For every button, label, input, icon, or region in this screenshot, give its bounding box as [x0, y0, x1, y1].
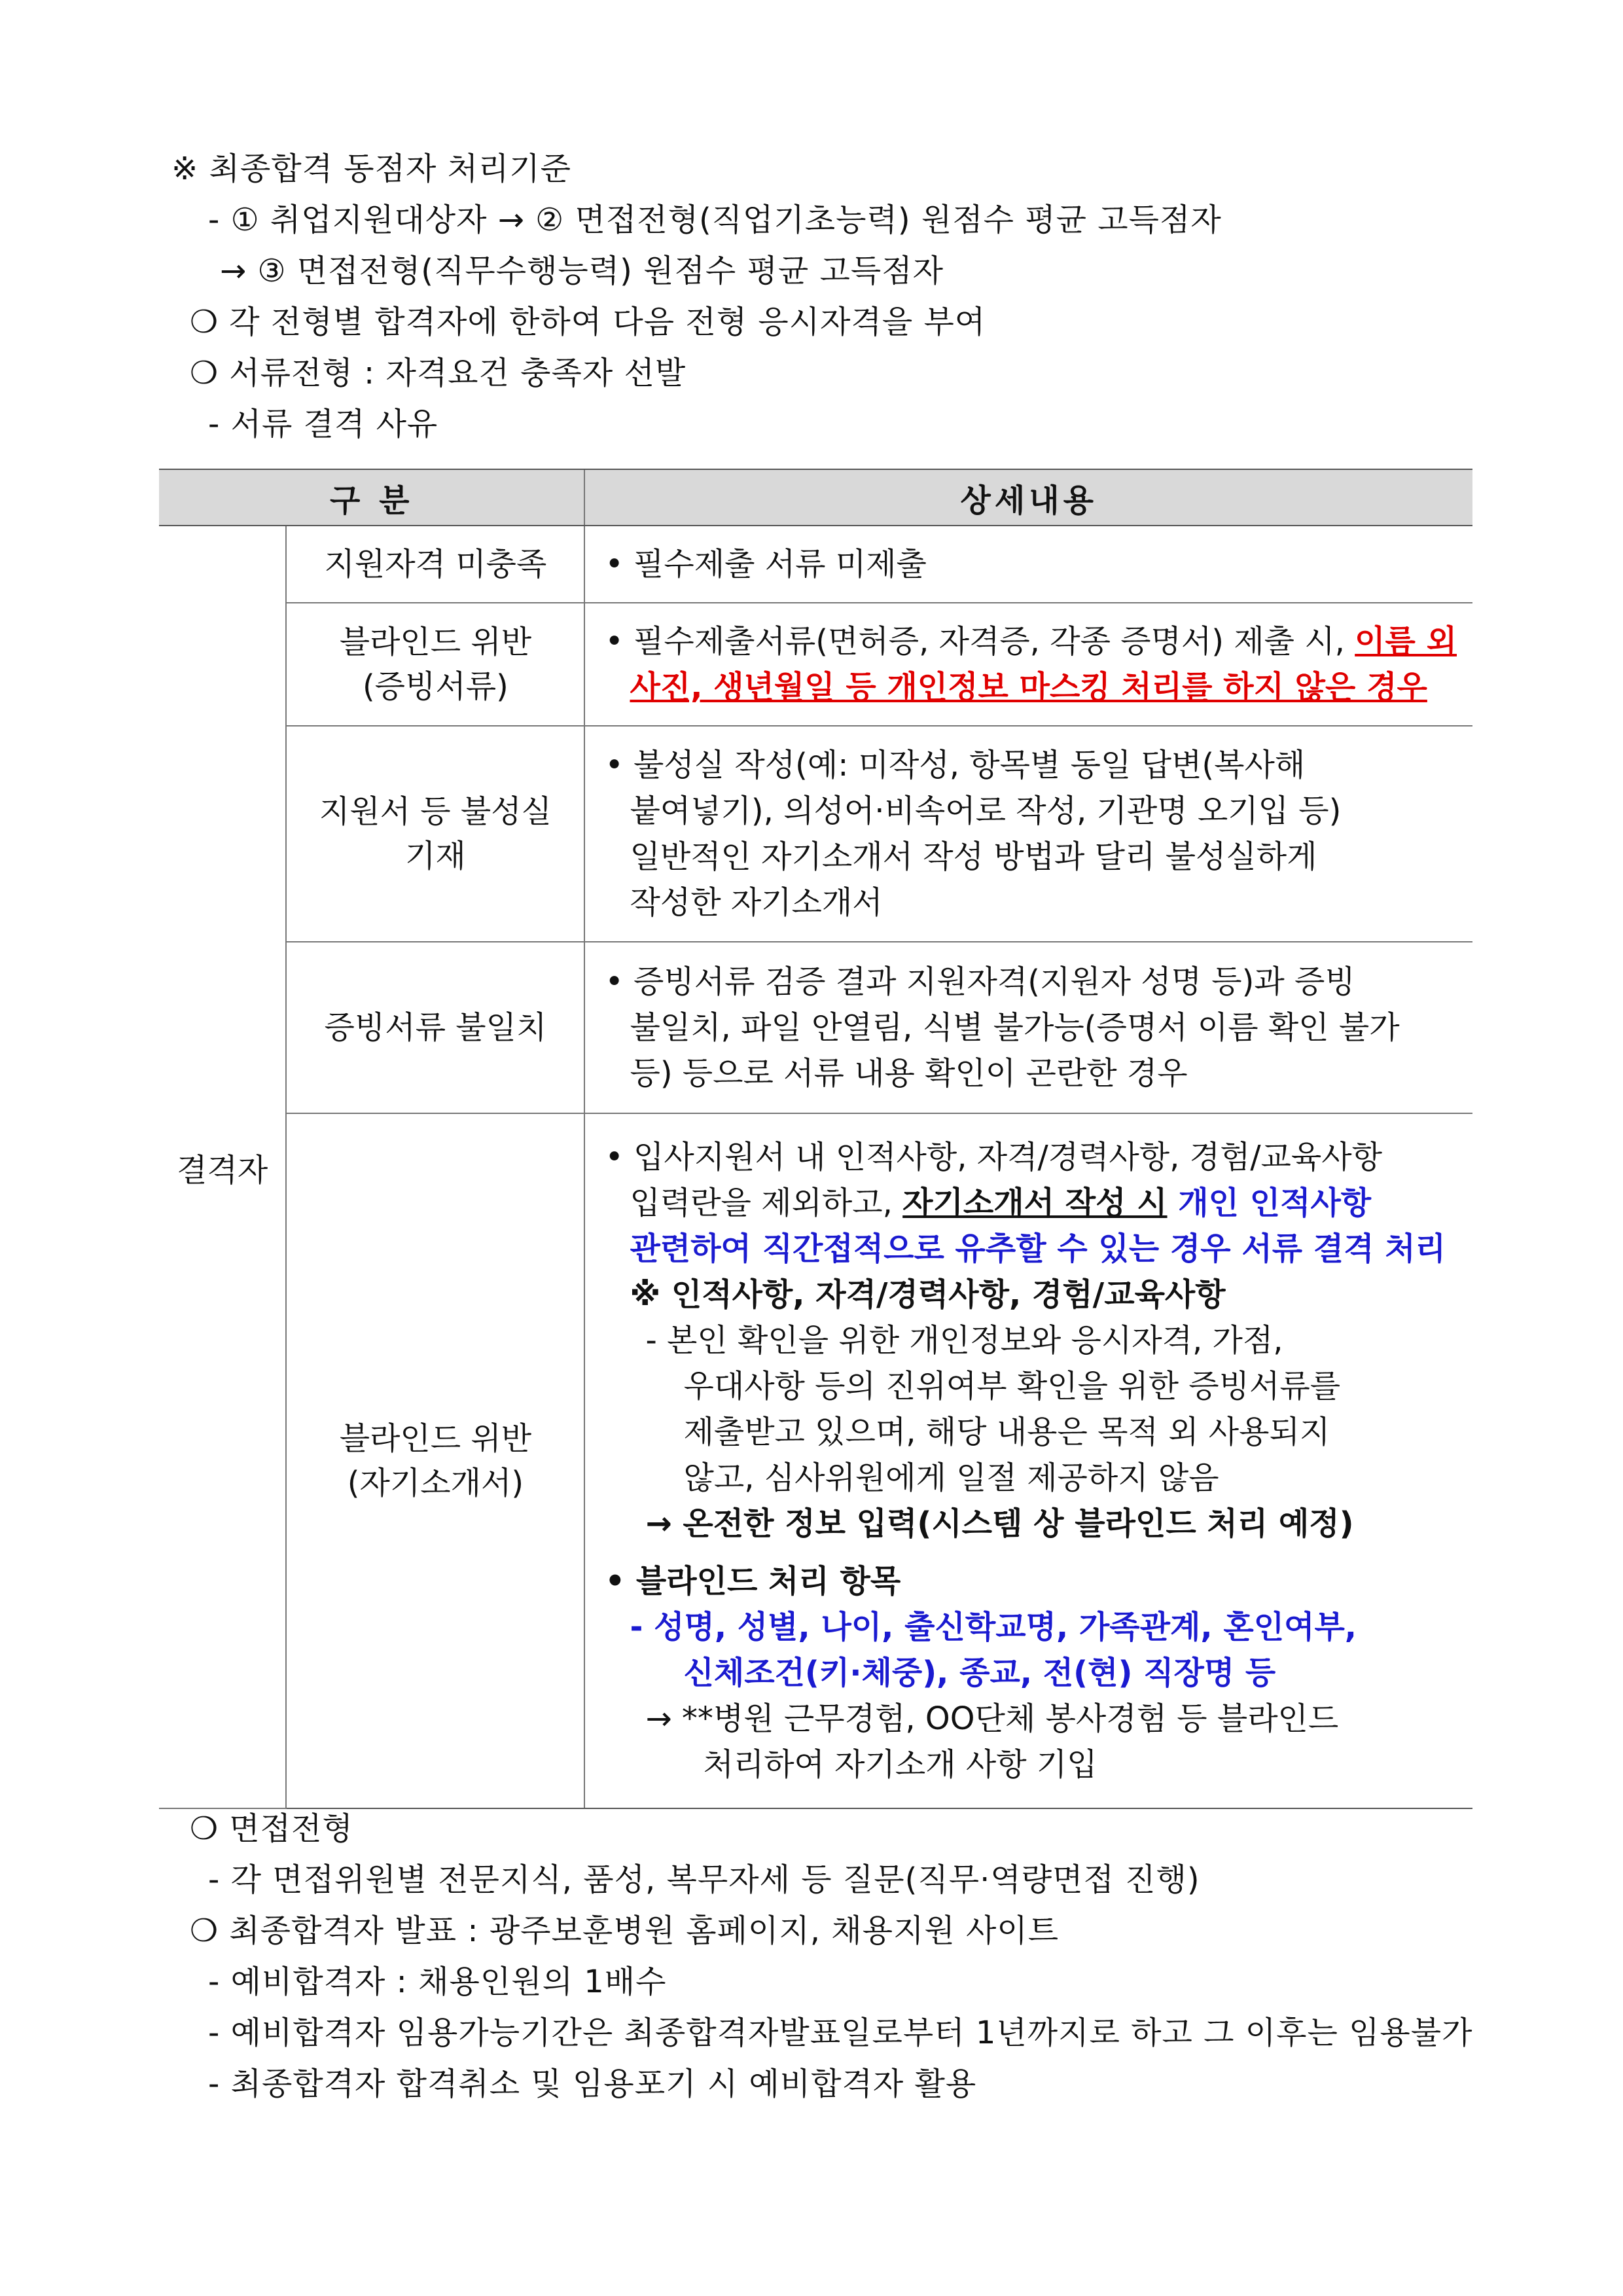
reserve-candidates: - 예비합격자 : 채용인원의 1배수 — [208, 1964, 667, 2000]
sub-category-cell — [286, 942, 584, 1113]
document-disqualification-title: - 서류 결격 사유 — [208, 406, 438, 442]
detail-line: - 성명, 성별, 나이, 출신학교명, 가족관계, 혼인여부, — [630, 1609, 1357, 1645]
final-announcement: ❍ 최종합격자 발표 : 광주보훈병원 홈페이지, 채용지원 사이트 — [190, 1912, 1060, 1949]
detail-line: 신체조건(키·체중), 종교, 전(현) 직장명 등 — [683, 1655, 1276, 1691]
detail-text: 입력란을 제외하고, — [630, 1185, 903, 1221]
table-row — [159, 603, 1472, 726]
detail-line: • 필수제출 서류 미제출 — [605, 546, 927, 583]
sub-label: 블라인드 위반 — [339, 624, 532, 660]
detail-line: • 불성실 작성(예: 미작성, 항목별 동일 답변(복사해 — [605, 747, 1306, 783]
header-category: 구 분 — [159, 469, 584, 526]
category-cell: 결격자 — [159, 526, 286, 1808]
detail-line: 않고, 심사위원에게 일절 제공하지 않음 — [683, 1460, 1219, 1496]
disqualification-table — [159, 469, 1472, 1809]
tiebreak-rule-2: → ③ 면접전형(직무수행능력) 원점수 평균 고득점자 — [220, 253, 944, 289]
spacer — [605, 1547, 1457, 1558]
sub-label: 기재 — [405, 838, 466, 874]
interview-detail: - 각 면접위원별 전문지식, 품성, 복무자세 등 질문(직무·역량면접 진행) — [208, 1861, 1200, 1898]
tiebreak-title: ※ 최종합격 동점자 처리기준 — [171, 151, 572, 187]
detail-line: → 온전한 정보 입력(시스템 상 블라인드 처리 예정) — [645, 1505, 1354, 1542]
sub-label: 블라인드 위반 — [339, 1420, 532, 1457]
detail-line: 붙여넣기), 의성어·비속어로 작성, 기관명 오기입 등) — [630, 793, 1342, 829]
table-row — [159, 942, 1472, 1113]
detail-blue-text: 개인 인적사항 — [1167, 1185, 1372, 1221]
detail-line: ※ 인적사항, 자격/경력사항, 경험/교육사항 — [630, 1276, 1226, 1313]
detail-line — [605, 1180, 1457, 1226]
sub-label: (증빙서류) — [362, 668, 508, 705]
detail-cell — [584, 526, 1472, 603]
sub-category-cell — [286, 1113, 584, 1808]
detail-cell — [584, 1113, 1472, 1808]
detail-line: 일반적인 자기소개서 작성 방법과 달리 불성실하게 — [630, 838, 1317, 875]
detail-line — [605, 664, 1457, 710]
detail-line: 제출받고 있으며, 해당 내용은 목적 외 사용되지 — [683, 1414, 1330, 1450]
detail-line: 불일치, 파일 안열림, 식별 불가능(증명서 이름 확인 불가 — [630, 1009, 1400, 1046]
detail-line: • 입사지원서 내 인적사항, 자격/경력사항, 경험/교육사항 — [605, 1139, 1383, 1175]
sub-label: 지원자격 미충족 — [324, 546, 547, 583]
sub-label: (자기소개서) — [347, 1465, 524, 1501]
detail-line — [605, 619, 1457, 664]
table-row — [159, 1113, 1472, 1808]
detail-cell — [584, 942, 1472, 1113]
reserve-period: - 예비합격자 임용가능기간은 최종합격자발표일로부터 1년까지로 하고 그 이후는 임용불가 — [208, 2015, 1473, 2051]
detail-line: → **병원 근무경험, OO단체 봉사경험 등 블라인드 — [645, 1700, 1339, 1737]
detail-line: 등) 등으로 서류 내용 확인이 곤란한 경우 — [630, 1055, 1188, 1092]
reserve-usage: - 최종합격자 합격취소 및 임용포기 시 예비합격자 활용 — [208, 2066, 977, 2102]
detail-text: • 필수제출서류(면허증, 자격증, 각종 증명서) 제출 시, — [605, 623, 1355, 660]
detail-line: • 블라인드 처리 항목 — [605, 1563, 901, 1600]
document-screening-title: ❍ 서류전형 : 자격요건 충족자 선발 — [190, 355, 687, 391]
table-row — [159, 526, 1472, 603]
detail-red-text: 사진, 생년월일 등 개인정보 마스킹 처리를 하지 않은 경우 — [630, 669, 1427, 706]
detail-line: - 본인 확인을 위한 개인정보와 응시자격, 가점, — [645, 1322, 1283, 1359]
detail-line: • 증빙서류 검증 결과 지원자격(지원자 성명 등)과 증빙 — [605, 963, 1355, 1000]
sub-category-cell — [286, 526, 584, 603]
detail-cell — [584, 726, 1472, 942]
detail-line: 처리하여 자기소개 사항 기입 — [703, 1746, 1097, 1783]
detail-line: 우대사항 등의 진위여부 확인을 위한 증빙서류를 — [683, 1368, 1341, 1405]
header-detail: 상세내용 — [584, 469, 1472, 526]
detail-line: 작성한 자기소개서 — [630, 884, 883, 921]
detail-cell — [584, 603, 1472, 726]
pass-rule: ❍ 각 전형별 합격자에 한하여 다음 전형 응시자격을 부여 — [190, 304, 986, 340]
sub-label: 증빙서류 불일치 — [324, 1009, 547, 1046]
sub-category-cell — [286, 726, 584, 942]
interview-title: ❍ 면접전형 — [190, 1810, 353, 1847]
detail-line: 관련하여 직간접적으로 유추할 수 있는 경우 서류 결격 처리 — [630, 1230, 1446, 1267]
table-row — [159, 726, 1472, 942]
detail-red-text: 이름 외 — [1355, 623, 1457, 660]
detail-underlined-text: 자기소개서 작성 시 — [902, 1185, 1168, 1221]
tiebreak-rule-1: - ① 취업지원대상자 → ② 면접전형(직업기초능력) 원점수 평균 고득점자 — [208, 202, 1222, 238]
table-header-row — [159, 469, 1472, 526]
sub-label: 지원서 등 불성실 — [319, 793, 552, 830]
sub-category-cell — [286, 603, 584, 726]
